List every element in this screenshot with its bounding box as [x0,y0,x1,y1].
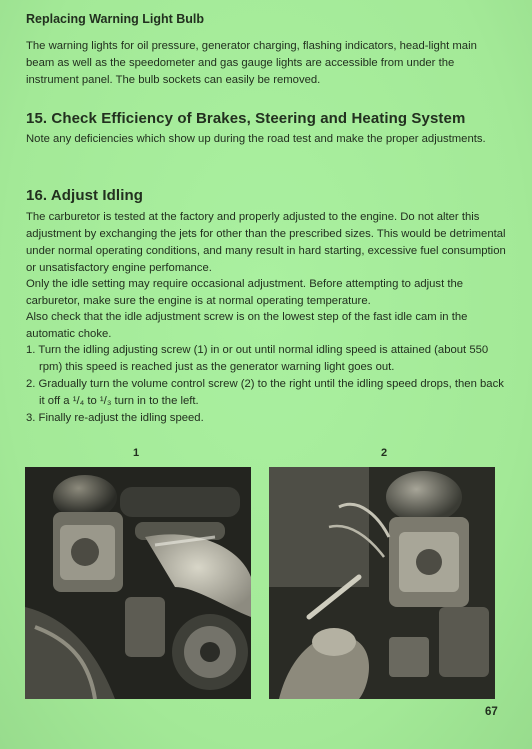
step-1: 1. Turn the idling adjusting screw (1) in or out until normal idling speed is attained (about 550 rpm) this speed is reached just as the generator warning light goes out. [26,344,489,373]
page-number: 67 [485,706,498,718]
step-3: 3. Finally re-adjust the idling speed. [26,412,204,424]
section-15-paragraph: Note any deficiencies which show up during the road test and make the proper adjustments. [26,133,486,145]
section-15-heading: 15. Check Efficiency of Brakes, Steering and Heating System [26,110,466,127]
carburetor-photo-2 [269,467,495,699]
bulb-heading: Replacing Warning Light Bulb [26,12,204,26]
figure-2-photo [269,467,495,699]
section-16-paragraph-2: Only the idle setting may require occasional adjustment. Before attempting to adjust the carburetor, make sure the engine is at normal operating temperature. [26,278,464,307]
section-16-paragraph-3: Also check that the idle adjustment screw is on the lowest step of the fast idle cam in the automatic choke. [26,311,468,340]
section-16-heading: 16. Adjust Idling [26,187,143,204]
section-16-paragraph-1: The carburetor is tested at the factory and properly adjusted to the engine. Do not alter this adjustment by exchanging the jets for other than the prescribed sizes. This would be detrimental under normal operating conditions, and many result in hard starting, excessive fuel consumption or unsatisfactory engine perfomance. [26,211,506,274]
figure-1-photo [25,467,251,699]
figure-2-label: 2 [381,447,388,459]
bulb-paragraph: The warning lights for oil pressure, generator charging, flashing indicators, head-light main beam as well as the speedometer and gas gauge lights are accessible from under the instrument panel. The bulb sockets can easily be removed. [26,40,477,86]
figure-1-label: 1 [133,447,140,459]
step-2: 2. Gradually turn the volume control screw (2) to the right until the idling speed drops, then back it off a ¹/₄ to ¹/₃ turn in to the left. [26,378,504,407]
carburetor-photo-1 [25,467,251,699]
